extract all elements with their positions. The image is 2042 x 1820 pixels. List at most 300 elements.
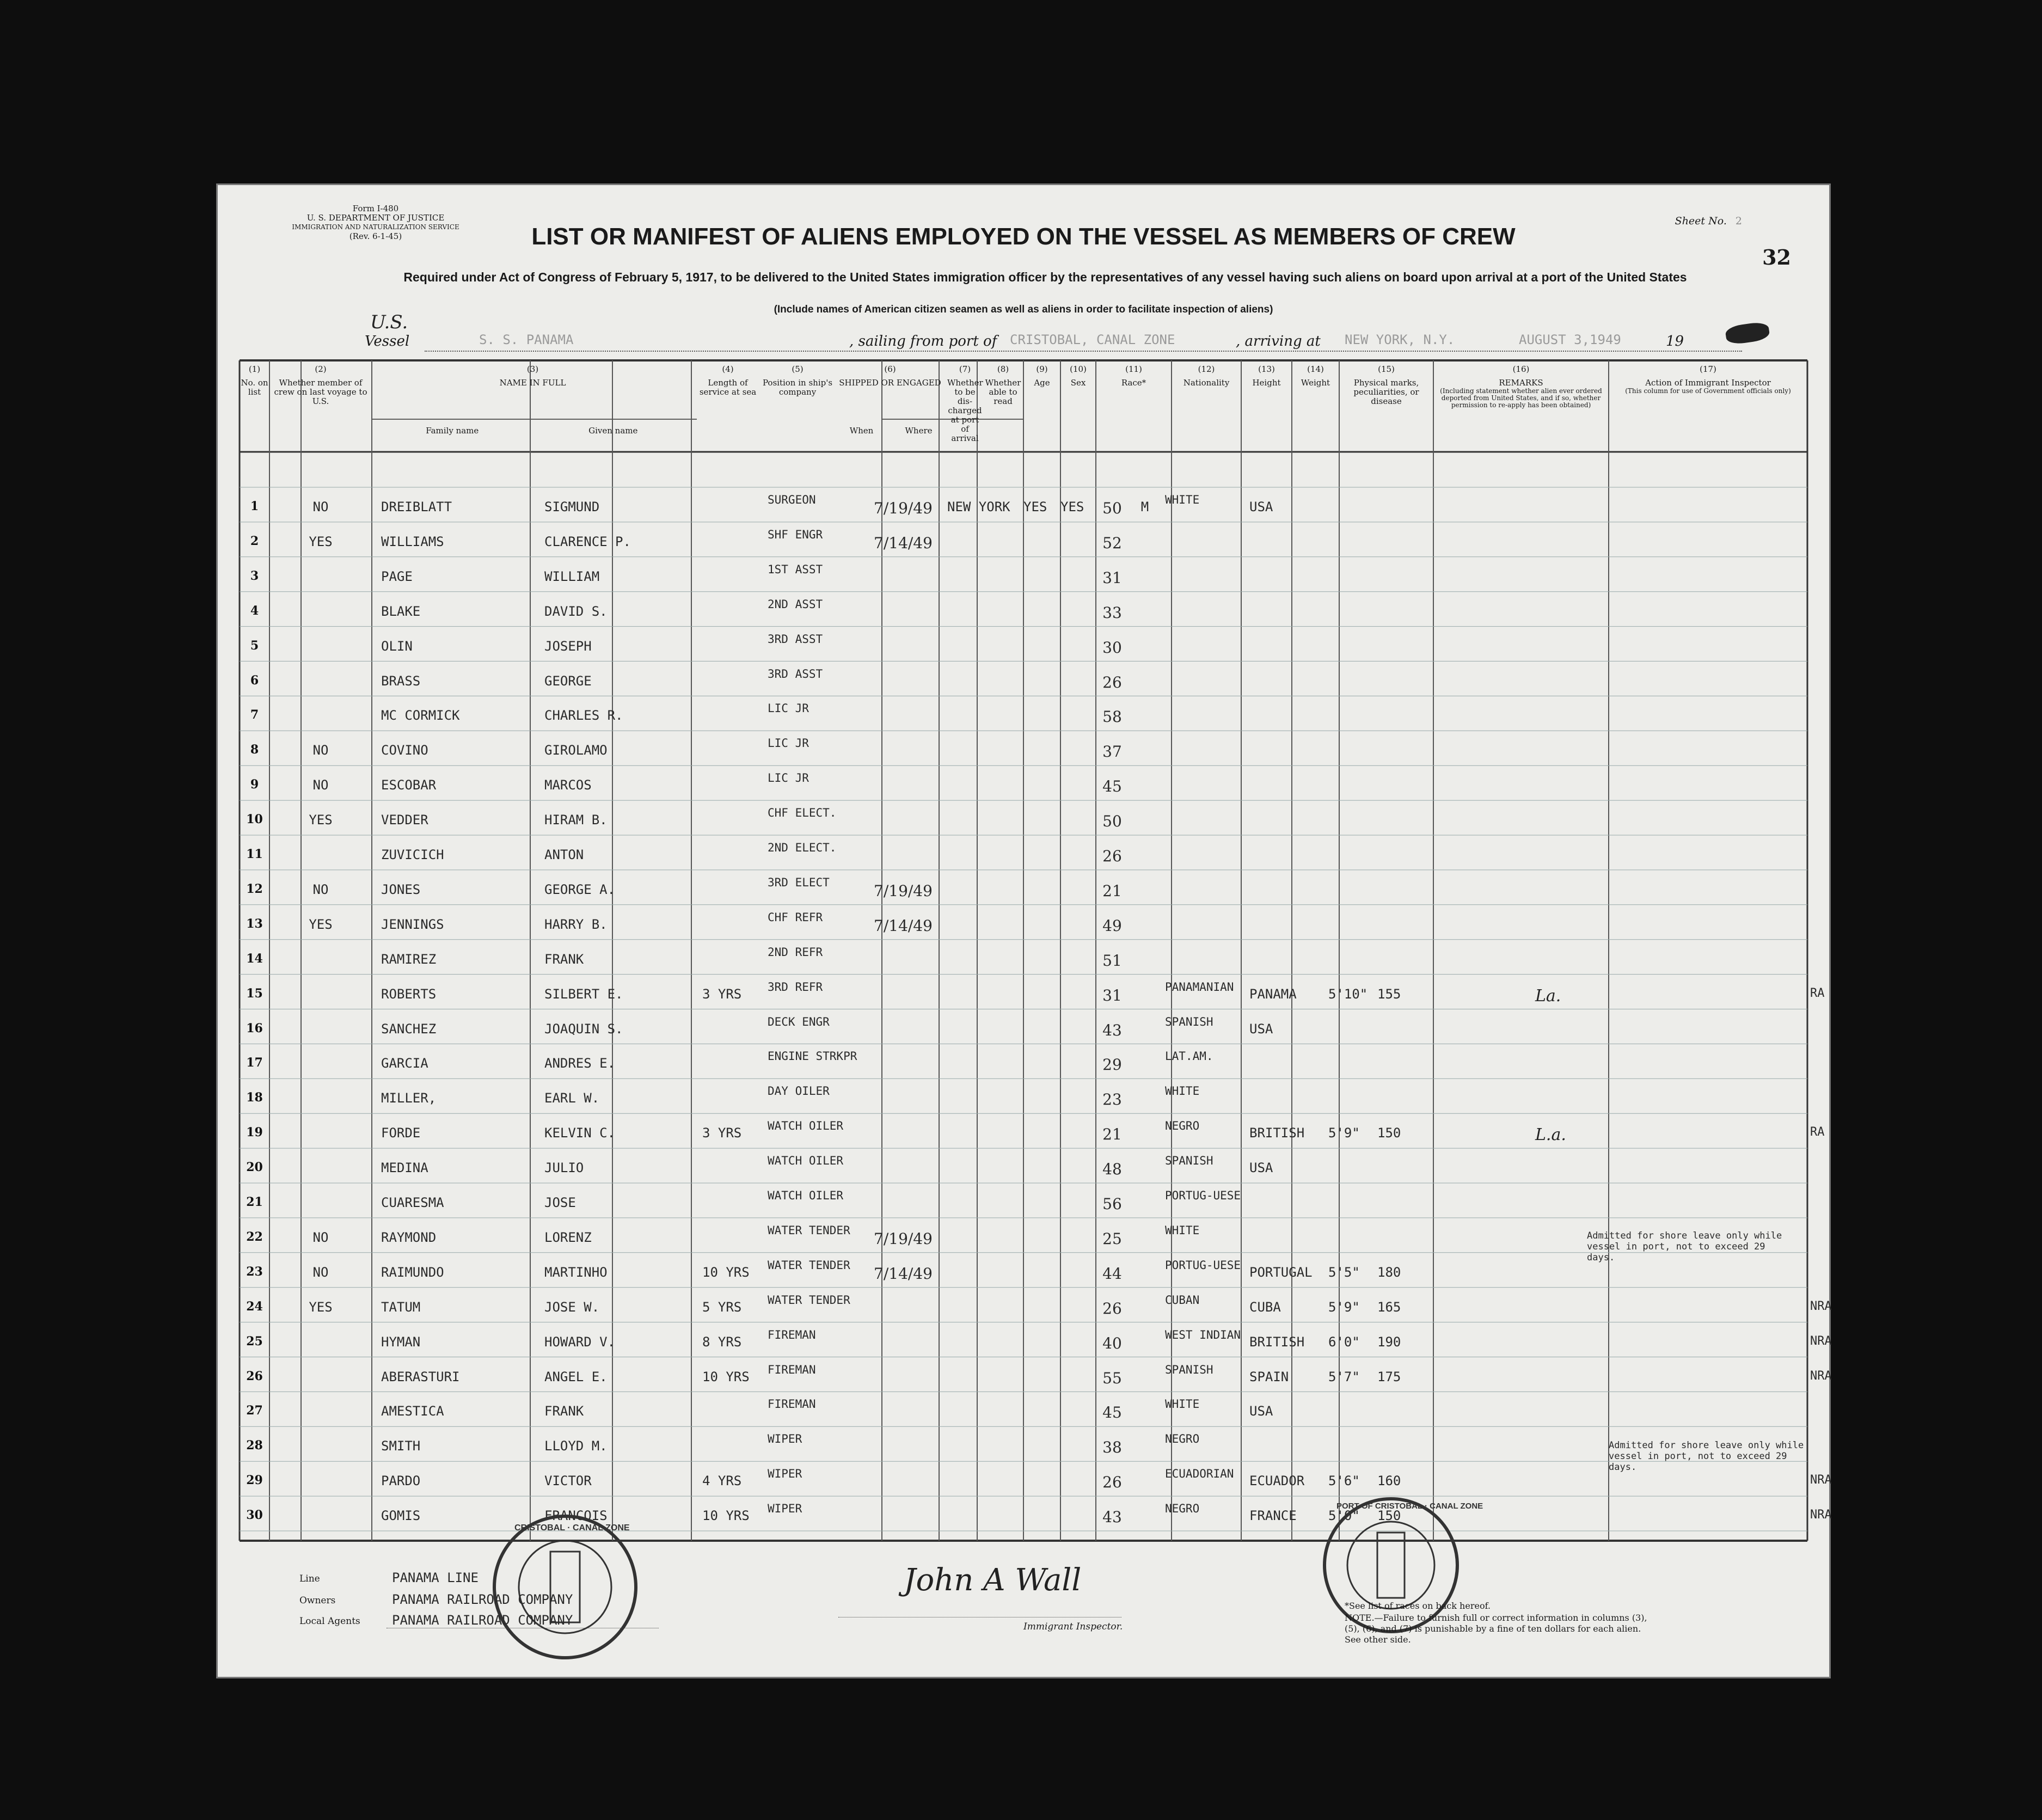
column-label: Whether member of crew on last voyage to U.S. xyxy=(274,378,367,406)
department: U. S. DEPARTMENT OF JUSTICE xyxy=(306,213,445,223)
cell-race: CUBAN xyxy=(1165,1293,1200,1307)
cell-height: 5'9" xyxy=(1328,1299,1360,1315)
column-label: No. on list xyxy=(241,378,268,397)
cell-weight: 165 xyxy=(1377,1299,1401,1315)
cell-row-number: 12 xyxy=(246,881,263,896)
cell-position: LIC JR xyxy=(768,702,809,715)
cell-position: CHF REFR xyxy=(768,910,823,924)
column-number: (7) xyxy=(959,364,971,374)
subnote: (Include names of American citizen seamen as well as aliens in order to facilitate inspection of aliens) xyxy=(774,304,1273,315)
agents-label: Local Agents xyxy=(299,1616,360,1627)
cell-able-to-read: YES xyxy=(1060,499,1084,514)
cell-age: 21 xyxy=(1102,1125,1122,1144)
cell-race: WHITE xyxy=(1165,1398,1200,1411)
column-label: Sex xyxy=(1070,378,1086,388)
column-label: Whether able to read xyxy=(985,378,1021,406)
cell-nationality: FRANCE xyxy=(1249,1508,1297,1524)
column-number: (3) xyxy=(526,364,539,374)
cell-family-name: DREIBLATT xyxy=(381,499,452,514)
subtitle: Required under Act of Congress of February 5, 1917, to be delivered to the United States immigration officer by the representatives of any vessel having such aliens on board upon arrival at a port of the United States xyxy=(403,270,1687,284)
footer xyxy=(218,1546,1829,1666)
cell-given-name: HOWARD V. xyxy=(544,1334,616,1350)
column-header xyxy=(1096,365,1172,388)
cell-family-name: GOMIS xyxy=(381,1508,421,1524)
stamp-right-text: PORT OF CRISTOBAL · CANAL ZONE xyxy=(1336,1502,1483,1511)
arrival-port: NEW YORK, N.Y. xyxy=(1345,332,1455,347)
cell-weight: 180 xyxy=(1377,1264,1401,1280)
cell-last-voyage: YES xyxy=(309,1299,333,1315)
vessel-name: S. S. PANAMA xyxy=(479,332,574,347)
cell-age: 30 xyxy=(1102,638,1122,657)
cell-last-voyage: YES xyxy=(309,534,333,549)
cell-given-name: ANGEL E. xyxy=(544,1369,608,1384)
cell-position: WATCH OILER xyxy=(768,1154,844,1168)
cell-position: DAY OILER xyxy=(768,1084,830,1098)
column-label: SHIPPED OR ENGAGED xyxy=(839,378,941,388)
cell-position: DECK ENGR xyxy=(768,1015,830,1028)
cell-position: WATER TENDER xyxy=(768,1293,850,1307)
cell-row-number: 29 xyxy=(246,1473,263,1488)
cell-race: SPANISH xyxy=(1165,1154,1213,1168)
cell-given-name: JULIO xyxy=(544,1160,584,1176)
cell-row-number: 15 xyxy=(246,986,263,1001)
cell-action: NRA xyxy=(1810,1369,1832,1383)
cell-age: 26 xyxy=(1102,1473,1122,1492)
cell-family-name: SANCHEZ xyxy=(381,1021,437,1037)
column-label: Nationality xyxy=(1183,378,1230,388)
cell-row-number: 26 xyxy=(246,1369,263,1383)
cell-nationality: USA xyxy=(1249,499,1273,514)
cell-weight: 175 xyxy=(1377,1369,1401,1384)
stamp-left-text: CRISTOBAL · CANAL ZONE xyxy=(514,1523,630,1533)
cell-length-of-service: 3 YRS xyxy=(702,986,742,1002)
cell-family-name: AMESTICA xyxy=(381,1404,444,1419)
cell-family-name: BRASS xyxy=(381,673,421,689)
cell-age: 26 xyxy=(1102,1299,1122,1317)
column-number: (16) xyxy=(1512,364,1530,374)
cell-family-name: FORDE xyxy=(381,1125,421,1141)
cell-row-number: 24 xyxy=(246,1299,263,1314)
cell-weight: 150 xyxy=(1377,1125,1401,1141)
penalty-note: NOTE.—Failure to furnish full or correct information in columns (3), (5), (6), and (7) is punishable by a fine of ten dollars for each alien. See other side. xyxy=(1345,1613,1647,1645)
column-header xyxy=(372,365,694,388)
column-number: (13) xyxy=(1258,364,1275,374)
cell-height: 5'0" xyxy=(1328,1508,1360,1524)
cell-last-voyage: NO xyxy=(312,777,329,793)
cell-given-name: JOSE xyxy=(544,1195,576,1210)
cell-row-number: 1 xyxy=(250,499,259,513)
cell-length-of-service: 10 YRS xyxy=(702,1264,750,1280)
cell-given-name: FRANCOIS xyxy=(544,1508,608,1524)
cell-position: WIPER xyxy=(768,1432,802,1446)
cell-height: 6'0" xyxy=(1328,1334,1360,1350)
cell-row-number: 4 xyxy=(250,603,259,618)
cell-position: SURGEON xyxy=(768,493,816,506)
cell-family-name: JONES xyxy=(381,881,421,897)
cell-family-name: TATUM xyxy=(381,1299,421,1315)
column-number: (17) xyxy=(1700,364,1716,374)
cell-given-name: GEORGE A. xyxy=(544,881,616,897)
shore-leave-note: Admitted for shore leave only while vessel in port, not to exceed 29 days. xyxy=(1609,1440,1804,1473)
cell-shipped-when: 7/19/49 xyxy=(874,499,933,517)
column-number: (10) xyxy=(1070,364,1087,374)
cell-position: 1ST ASST xyxy=(768,562,823,576)
cell-age: 58 xyxy=(1102,708,1122,726)
cell-age: 44 xyxy=(1102,1264,1122,1283)
cell-length-of-service: 5 YRS xyxy=(702,1299,742,1315)
cell-given-name: CLARENCE P. xyxy=(544,534,631,549)
cell-race: PANAMANIAN xyxy=(1165,980,1234,994)
column-number: (15) xyxy=(1378,364,1395,374)
cell-family-name: MEDINA xyxy=(381,1160,428,1176)
column-label: Height xyxy=(1252,378,1281,388)
cell-length-of-service: 10 YRS xyxy=(702,1508,750,1524)
cell-given-name: DAVID S. xyxy=(544,603,608,619)
cell-length-of-service: 10 YRS xyxy=(702,1369,750,1384)
cell-nationality: BRITISH xyxy=(1249,1125,1305,1141)
cell-position: CHF ELECT. xyxy=(768,806,837,820)
cell-position: LIC JR xyxy=(768,737,809,750)
cell-age: 45 xyxy=(1102,777,1122,796)
cell-age: 31 xyxy=(1102,568,1122,587)
cell-height: 5'5" xyxy=(1328,1264,1360,1280)
agents-underline xyxy=(387,1584,659,1628)
cell-race: WHITE xyxy=(1165,493,1200,506)
from-port: CRISTOBAL, CANAL ZONE xyxy=(1010,332,1175,347)
cell-last-voyage: NO xyxy=(312,743,329,758)
cell-position: 2ND REFR xyxy=(768,945,823,959)
column-number: (11) xyxy=(1125,364,1142,374)
cell-row-number: 14 xyxy=(246,951,263,966)
cell-height: 5'10" xyxy=(1328,986,1368,1002)
column-header xyxy=(833,365,947,388)
cell-nationality: USA xyxy=(1249,1160,1273,1176)
cell-age: 33 xyxy=(1102,603,1122,622)
cell-given-name: EARL W. xyxy=(544,1090,600,1106)
column-header xyxy=(1609,365,1807,395)
cell-family-name: ZUVICICH xyxy=(381,847,444,862)
cell-last-voyage: NO xyxy=(312,499,329,514)
column-number: (5) xyxy=(792,364,804,374)
cell-family-name: MILLER, xyxy=(381,1090,437,1106)
cell-given-name: VICTOR xyxy=(544,1473,592,1489)
manifest-sheet xyxy=(218,185,1832,1677)
cell-given-name: SILBERT E. xyxy=(544,986,623,1002)
column-number: (4) xyxy=(722,364,734,374)
owners-value: PANAMA RAILROAD COMPANY xyxy=(392,1592,573,1607)
cell-age: 43 xyxy=(1102,1508,1122,1527)
cell-race: NEGRO xyxy=(1165,1432,1200,1446)
cell-given-name: ANDRES E. xyxy=(544,1056,616,1071)
year-label: 19 xyxy=(1666,333,1684,350)
column-header xyxy=(269,365,372,406)
line-label: Line xyxy=(299,1573,320,1584)
cell-shipped-when: 7/14/49 xyxy=(874,534,933,552)
column-number: (14) xyxy=(1307,364,1324,374)
column-label: Race* xyxy=(1121,378,1146,388)
cell-given-name: GEORGE xyxy=(544,673,592,689)
vessel-label: Vessel xyxy=(365,333,410,350)
cell-given-name: JOSEPH xyxy=(544,638,592,654)
cell-position: LIC JR xyxy=(768,771,809,785)
column-header xyxy=(1023,365,1060,388)
column-subheader: Given name xyxy=(588,426,638,436)
cell-given-name: CHARLES R. xyxy=(544,708,623,724)
inspector-signature: John A Wall xyxy=(904,1562,1082,1598)
cell-row-number: 21 xyxy=(246,1195,263,1209)
column-label: Age xyxy=(1034,378,1050,388)
cell-age: 40 xyxy=(1102,1334,1122,1352)
cell-given-name: JOAQUIN S. xyxy=(544,1021,623,1037)
cell-row-number: 9 xyxy=(250,777,259,792)
cell-position: 3RD REFR xyxy=(768,980,823,994)
cell-weight: 150 xyxy=(1377,1508,1401,1524)
vessel-annotation: U.S. xyxy=(370,311,408,333)
cell-given-name: ANTON xyxy=(544,847,584,862)
cell-family-name: ABERASTURI xyxy=(381,1369,460,1384)
cell-family-name: SMITH xyxy=(381,1438,421,1454)
cell-given-name: MARCOS xyxy=(544,777,592,793)
arriving-label: , arriving at xyxy=(1236,333,1321,350)
cell-shipped-when: 7/19/49 xyxy=(874,1229,933,1248)
cell-row-number: 7 xyxy=(250,708,259,722)
cell-length-of-service: 8 YRS xyxy=(702,1334,742,1350)
cell-age: 29 xyxy=(1102,1056,1122,1074)
cell-row-number: 6 xyxy=(250,673,259,688)
cell-race: NEGRO xyxy=(1165,1119,1200,1133)
column-label: REMARKS xyxy=(1499,378,1543,388)
cell-position: 2ND ELECT. xyxy=(768,841,837,854)
cell-action: NRA xyxy=(1810,1508,1832,1522)
column-label: NAME IN FULL xyxy=(499,378,566,388)
form-id: Form I-480 xyxy=(352,204,399,213)
cell-race: LAT.AM. xyxy=(1165,1050,1213,1063)
column-label: Weight xyxy=(1301,378,1330,388)
column-number: (12) xyxy=(1198,364,1215,374)
cell-shipped-when: 7/19/49 xyxy=(874,881,933,900)
cell-height: 5'7" xyxy=(1328,1369,1360,1384)
cell-action: RA xyxy=(1810,1125,1825,1139)
column-label: Whether to be dis-charged at port of arrival xyxy=(947,378,983,443)
cell-age: 45 xyxy=(1102,1404,1122,1422)
column-label: Length of service at sea xyxy=(699,378,757,397)
cell-row-number: 25 xyxy=(246,1334,263,1349)
cell-family-name: VEDDER xyxy=(381,812,428,828)
cell-nationality: ECUADOR xyxy=(1249,1473,1305,1489)
cell-position: WATER TENDER xyxy=(768,1258,850,1272)
cell-family-name: RAYMOND xyxy=(381,1229,437,1245)
cell-age: 52 xyxy=(1102,534,1122,552)
cell-family-name: COVINO xyxy=(381,743,428,758)
cell-age: 25 xyxy=(1102,1229,1122,1248)
sheet-number-value: 2 xyxy=(1735,215,1742,227)
cell-position: WIPER xyxy=(768,1502,802,1516)
cell-weight: 155 xyxy=(1377,986,1401,1002)
cell-age: 51 xyxy=(1102,951,1122,970)
page-title: LIST OR MANIFEST OF ALIENS EMPLOYED ON THE VESSEL AS MEMBERS OF CREW xyxy=(531,223,1516,250)
column-label: Physical marks, peculiarities, or disease xyxy=(1353,378,1419,406)
page-number: 32 xyxy=(1762,245,1791,269)
column-header xyxy=(1241,365,1292,388)
cell-position: WIPER xyxy=(768,1467,802,1481)
cell-position: 3RD ASST xyxy=(768,632,823,646)
cell-height: 5'9" xyxy=(1328,1125,1360,1141)
cell-row-number: 2 xyxy=(250,534,259,548)
sheet-number-label: Sheet No. xyxy=(1675,215,1727,227)
cell-row-number: 30 xyxy=(246,1508,263,1523)
cell-position: FIREMAN xyxy=(768,1398,816,1411)
agents-value: PANAMA RAILROAD COMPANY xyxy=(392,1613,573,1628)
cell-position: 3RD ASST xyxy=(768,667,823,681)
cell-row-number: 27 xyxy=(246,1404,263,1418)
cell-age: 55 xyxy=(1102,1369,1122,1387)
column-header xyxy=(1339,365,1433,406)
cell-row-number: 13 xyxy=(246,916,263,931)
column-note: (This column for use of Government officials only) xyxy=(1625,387,1791,395)
cell-position: FIREMAN xyxy=(768,1363,816,1376)
cell-age: 49 xyxy=(1102,916,1122,935)
cell-position: WATER TENDER xyxy=(768,1223,850,1237)
cell-row-number: 17 xyxy=(246,1056,263,1070)
cell-weight: 190 xyxy=(1377,1334,1401,1350)
column-header xyxy=(762,365,833,397)
cell-action: NRA xyxy=(1810,1473,1832,1487)
cell-discharged: YES xyxy=(1023,499,1047,514)
cell-age: 38 xyxy=(1102,1438,1122,1457)
cell-race: PORTUG-UESE xyxy=(1165,1258,1241,1272)
cell-last-voyage: NO xyxy=(312,881,329,897)
cell-last-voyage: YES xyxy=(309,916,333,932)
cell-family-name: RAIMUNDO xyxy=(381,1264,444,1280)
cell-race: SPANISH xyxy=(1165,1015,1213,1028)
cell-given-name: HARRY B. xyxy=(544,916,608,932)
cell-shipped-when: 7/14/49 xyxy=(874,916,933,935)
cell-given-name: FRANK xyxy=(544,951,584,967)
cell-row-number: 8 xyxy=(250,743,259,757)
cell-family-name: RAMIREZ xyxy=(381,951,437,967)
column-header xyxy=(1292,365,1339,388)
cell-family-name: OLIN xyxy=(381,638,413,654)
cell-position: WATCH OILER xyxy=(768,1189,844,1202)
column-header xyxy=(1172,365,1241,388)
cell-race: WHITE xyxy=(1165,1223,1200,1237)
cell-nationality: SPAIN xyxy=(1249,1369,1289,1384)
cell-length-of-service: 3 YRS xyxy=(702,1125,742,1141)
column-header xyxy=(1433,365,1609,409)
cell-family-name: CUARESMA xyxy=(381,1195,444,1210)
cell-race: WHITE xyxy=(1165,1084,1200,1098)
cell-age: 50 xyxy=(1102,812,1122,831)
cell-row-number: 16 xyxy=(246,1021,263,1035)
cell-age: 21 xyxy=(1102,881,1122,900)
column-note: (Including statement whether alien ever ordered deported from United States, and if so, whether permission to re-apply has been obtained) xyxy=(1440,387,1602,409)
cell-position: 3RD ELECT xyxy=(768,875,830,889)
cell-age: 26 xyxy=(1102,673,1122,691)
cell-nationality: USA xyxy=(1249,1021,1273,1037)
cell-row-number: 11 xyxy=(246,847,263,861)
cell-action: NRA xyxy=(1810,1299,1832,1313)
column-header xyxy=(947,365,983,443)
cell-given-name: GIROLAMO xyxy=(544,743,608,758)
cell-shipped-where: NEW YORK xyxy=(947,499,1010,514)
column-number: (2) xyxy=(315,364,327,374)
cell-length-of-service: 4 YRS xyxy=(702,1473,742,1489)
cell-age: 48 xyxy=(1102,1160,1122,1179)
cell-nationality: PORTUGAL xyxy=(1249,1264,1313,1280)
cell-race: PORTUG-UESE xyxy=(1165,1189,1241,1202)
cell-weight: 160 xyxy=(1377,1473,1401,1489)
column-number: (6) xyxy=(884,364,896,374)
revision: (Rev. 6-1-45) xyxy=(349,231,402,241)
column-label: Position in ship's company xyxy=(762,378,833,397)
races-note: *See list of races on back hereof. xyxy=(1345,1601,1491,1611)
cell-row-number: 28 xyxy=(246,1438,263,1453)
cell-row-number: 22 xyxy=(246,1229,263,1244)
cell-row-number: 20 xyxy=(246,1160,263,1175)
cell-age: 31 xyxy=(1102,986,1122,1004)
column-label: Action of Immigrant Inspector xyxy=(1645,378,1771,388)
column-header xyxy=(983,365,1023,406)
owners-label: Owners xyxy=(299,1595,336,1606)
cell-height: 5'6" xyxy=(1328,1473,1360,1489)
cell-position: SHF ENGR xyxy=(768,528,823,541)
cell-position: FIREMAN xyxy=(768,1328,816,1341)
cell-sex: M xyxy=(1140,499,1149,514)
column-header xyxy=(240,365,269,397)
column-subheader: Family name xyxy=(426,426,479,436)
cell-age: 23 xyxy=(1102,1090,1122,1109)
cell-row-number: 5 xyxy=(250,638,259,653)
cell-given-name: WILLIAM xyxy=(544,568,600,584)
cell-given-name: KELVIN C. xyxy=(544,1125,616,1141)
cell-family-name: PARDO xyxy=(381,1473,421,1489)
cell-age: 37 xyxy=(1102,743,1122,761)
arrival-date: AUGUST 3,1949 xyxy=(1519,332,1621,347)
cell-race: SPANISH xyxy=(1165,1363,1213,1376)
inspector-label: Immigrant Inspector. xyxy=(1023,1621,1123,1632)
cell-given-name: FRANK xyxy=(544,1404,584,1419)
cell-given-name: SIGMUND xyxy=(544,499,600,514)
cell-given-name: HIRAM B. xyxy=(544,812,608,828)
cell-age: 50 xyxy=(1102,499,1122,517)
cell-row-number: 3 xyxy=(250,568,259,583)
cell-given-name: LORENZ xyxy=(544,1229,592,1245)
cell-family-name: PAGE xyxy=(381,568,413,584)
column-number: (1) xyxy=(248,364,261,374)
cell-position: WATCH OILER xyxy=(768,1119,844,1133)
cell-family-name: JENNINGS xyxy=(381,916,444,932)
cell-position: 2ND ASST xyxy=(768,597,823,611)
cell-race: WEST INDIAN xyxy=(1165,1328,1241,1341)
cell-race: NEGRO xyxy=(1165,1502,1200,1516)
column-number: (8) xyxy=(997,364,1009,374)
service: IMMIGRATION AND NATURALIZATION SERVICE xyxy=(292,223,459,231)
cell-last-voyage: NO xyxy=(312,1229,329,1245)
cell-row-number: 10 xyxy=(246,812,263,827)
column-header xyxy=(694,365,762,397)
cell-family-name: HYMAN xyxy=(381,1334,421,1350)
cell-family-name: MC CORMICK xyxy=(381,708,460,724)
cell-remarks: L.a. xyxy=(1535,1125,1566,1145)
cell-age: 56 xyxy=(1102,1195,1122,1213)
cell-position: ENGINE STRKPR xyxy=(768,1050,857,1063)
cell-last-voyage: YES xyxy=(309,812,333,828)
cell-action: NRA xyxy=(1810,1334,1832,1348)
cell-remarks: La. xyxy=(1535,986,1561,1006)
cell-nationality: CUBA xyxy=(1249,1299,1281,1315)
cell-family-name: ROBERTS xyxy=(381,986,437,1002)
cell-nationality: BRITISH xyxy=(1249,1334,1305,1350)
